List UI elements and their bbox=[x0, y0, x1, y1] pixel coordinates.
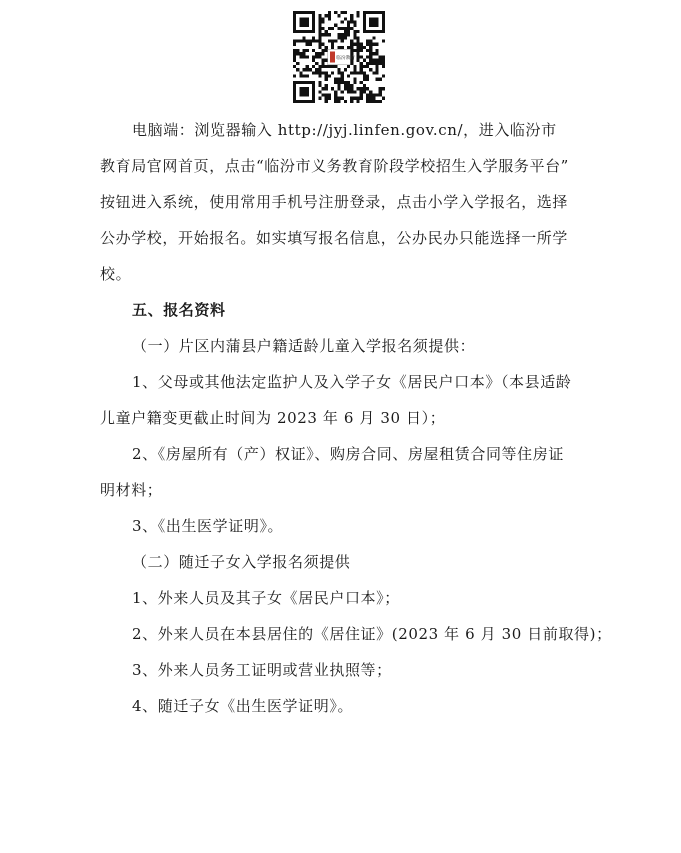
list-item: 1、外来人员及其子女《居民户口本》； bbox=[132, 589, 400, 607]
list-item: 4、随迁子女《出生医学证明》。 bbox=[132, 697, 354, 715]
section-heading: 五、报名资料 bbox=[132, 301, 226, 319]
list-item: 3、外来人员务工证明或营业执照等； bbox=[132, 661, 392, 679]
subsection-heading: （二）随迁子女入学报名须提供 bbox=[132, 553, 351, 571]
document-body bbox=[100, 112, 612, 724]
list-item: 2、《房屋所有（产）权证》、购房合同、房屋租赁合同等住房证 bbox=[132, 445, 564, 463]
paragraph-line: 校。 bbox=[100, 265, 132, 283]
list-item: 2、外来人员在本县居住的《居住证》(2023 年 6 月 30 日前取得)； bbox=[132, 625, 612, 643]
list-item-continued: 明材料； bbox=[100, 481, 163, 499]
list-item-continued: 儿童户籍变更截止时间为 2023 年 6 月 30 日）； bbox=[100, 409, 446, 427]
svg-text:临汾教育: 临汾教育 bbox=[336, 56, 356, 62]
list-item: 3、《出生医学证明》。 bbox=[132, 517, 284, 535]
paragraph-line: 按钮进入系统，使用常用手机号注册登录，点击小学入学报名，选择 bbox=[100, 193, 569, 211]
paragraph-line: 教育局官网首页，点击“临汾市义务教育阶段学校招生入学服务平台” bbox=[100, 157, 569, 175]
paragraph-line: 公办学校，开始报名。如实填写报名信息，公办民办只能选择一所学 bbox=[100, 229, 569, 247]
qr-code-image bbox=[293, 11, 385, 103]
subsection-heading: （一）片区内蒲县户籍适龄儿童入学报名须提供： bbox=[132, 337, 476, 355]
list-item: 1、父母或其他法定监护人及入学子女《居民户口本》（本县适龄 bbox=[132, 373, 572, 391]
paragraph-line: 电脑端：浏览器输入 http://jyj.linfen.gov.cn/，进入临汾市 bbox=[132, 121, 557, 139]
qr-code bbox=[293, 11, 385, 103]
